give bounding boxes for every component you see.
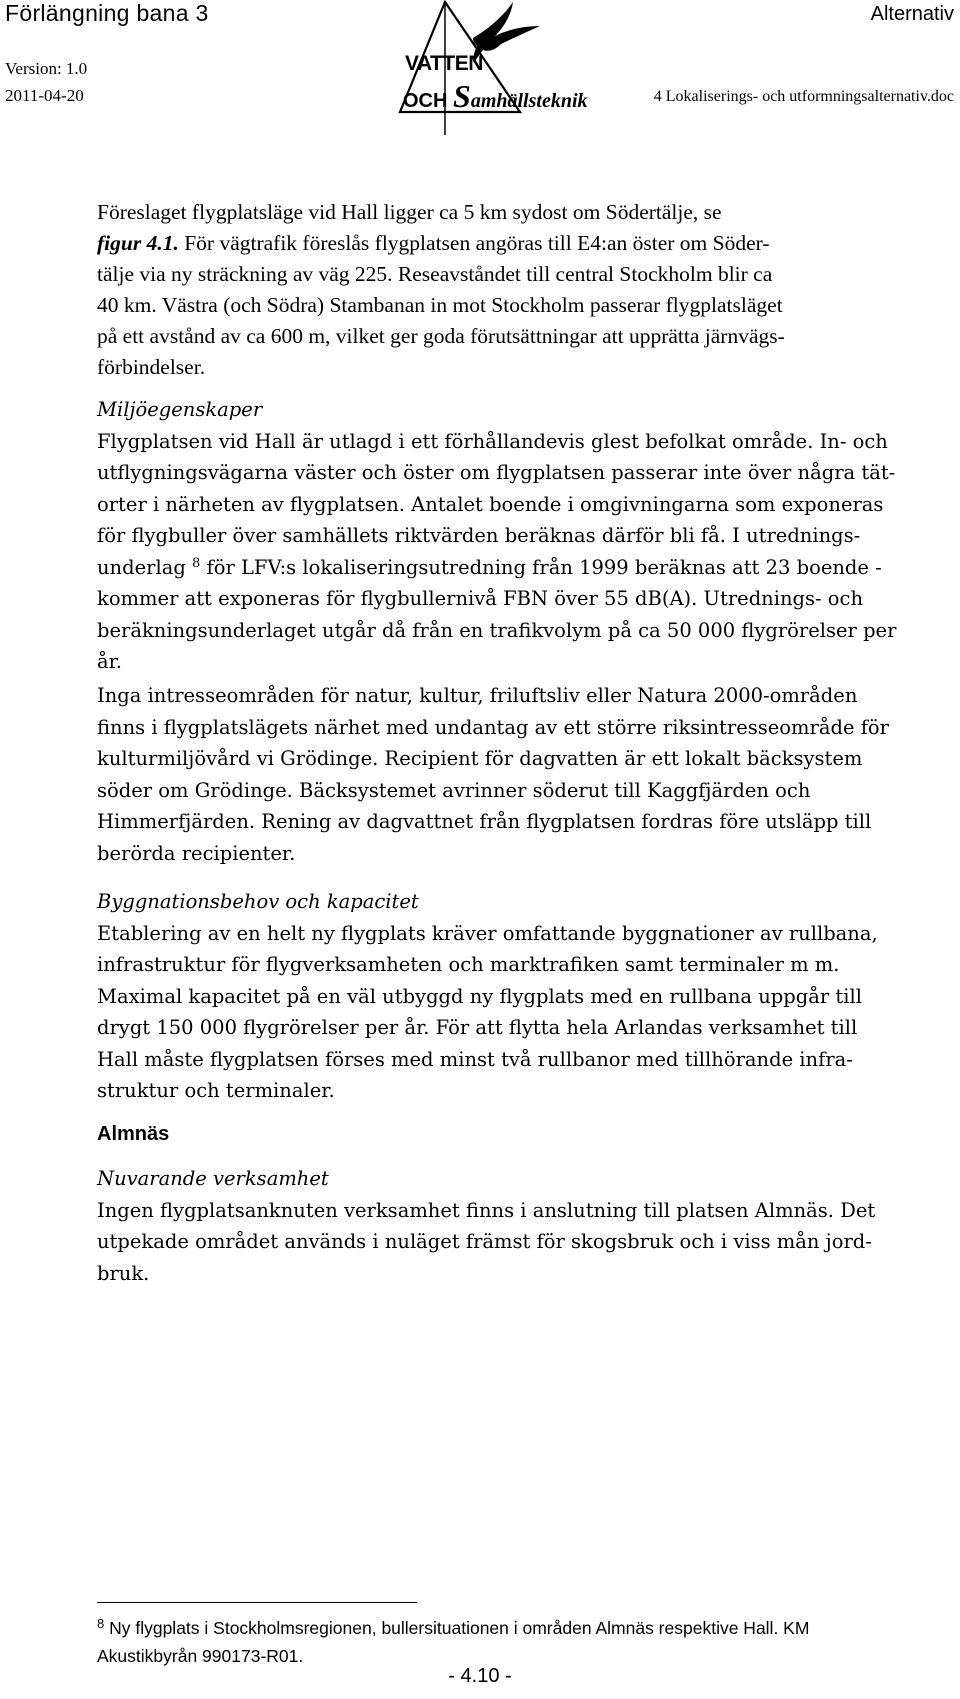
text-line: För vägtrafik föreslås flygplatsen angöras till E4:an öster om Söder- — [178, 231, 770, 255]
text-line: Hall måste flygplatsen förses med minst två rullbanor med tillhörande infra- — [97, 1047, 853, 1071]
filename-label: 4 Lokaliserings- och utformningsalternativ.doc — [653, 88, 954, 105]
text-line: för flygbuller över samhällets riktvärden beräknas därför bli få. I utrednings- — [97, 524, 861, 547]
text-line: Maximal kapacitet på en väl utbyggd ny flygplats med en rullbana uppgår till — [97, 984, 862, 1008]
logo-text-och: OCH — [403, 90, 448, 112]
page-number: - 4.10 - — [448, 1665, 512, 1687]
vatten-samhallsteknik-logo — [395, 0, 660, 140]
text-line: finns i flygplatslägets närhet med undantag av ett större riksintresseområde för — [97, 715, 889, 739]
version-label: Version: 1.0 — [5, 59, 88, 78]
document-title: Förlängning bana 3 — [5, 0, 209, 26]
header-alternative-label: Alternativ — [870, 3, 954, 25]
text-line: underlag — [97, 555, 186, 579]
text-line: bruk. — [97, 1261, 150, 1285]
text-line: Etablering av en helt ny flygplats kräver omfattande byggnationer av rullbana, — [97, 921, 878, 945]
text-line: tälje via ny sträckning av väg 225. Reseavståndet till central Stockholm blir ca — [97, 262, 773, 286]
section-nuvarande-verksamhet — [97, 1163, 937, 1289]
text-line: förbindelser. — [97, 355, 206, 379]
section-heading-miljoegenskaper: Miljöegenskaper — [97, 398, 263, 421]
section-heading-almnas: Almnäs — [97, 1123, 170, 1145]
footnote — [97, 1614, 937, 1670]
footnote-reference: 8 — [192, 555, 201, 571]
text-line: söder om Grödinge. Bäcksystemet avrinner söderut till Kaggfjärden och — [97, 778, 811, 802]
text-line: Ingen flygplatsanknuten verksamhet finns i anslutning till platsen Almnäs. Det — [97, 1198, 876, 1222]
text-line: beräkningsunderlaget utgår då från en trafikvolym på ca 50 000 flygrörelser per — [97, 618, 897, 642]
text-line: Inga intresseområden för natur, kultur, friluftsliv eller Natura 2000-områden — [97, 684, 858, 707]
text-line: på ett avstånd av ca 600 m, vilket ger goda förutsättningar att upprätta järnvägs- — [97, 324, 785, 348]
footnote-divider — [97, 1602, 417, 1603]
text-line: Himmerfjärden. Rening av dagvattnet från flygplatsen fordras före utsläpp till — [97, 810, 872, 833]
text-line: utflygningsvägarna väster och öster om flygplatsen passerar inte över några tät- — [97, 461, 896, 484]
section-almnas — [97, 1119, 937, 1150]
text-line: Föreslaget flygplatsläge vid Hall ligger ca 5 km sydost om Södertälje, se — [97, 200, 722, 224]
logo-text-samhallsteknik — [403, 78, 588, 115]
logo-letter-s: S — [453, 78, 471, 114]
text-line: drygt 150 000 flygrörelser per år. För att flytta hela Arlandas verksamhet till — [97, 1016, 858, 1039]
date-label: 2011-04-20 — [5, 86, 84, 105]
logo-text-amhallsteknik: amhällsteknik — [470, 90, 588, 112]
text-line: kulturmiljövård vi Grödinge. Recipient för dagvatten är ett lokalt bäcksystem — [97, 747, 863, 770]
logo-text-vatten: VATTEN — [405, 52, 483, 75]
paragraph-location — [97, 197, 937, 383]
section-heading-byggnationsbehov: Byggnationsbehov och kapacitet — [97, 890, 419, 913]
text-line: struktur och terminaler. — [97, 1079, 335, 1102]
section-miljoegenskaper — [97, 394, 937, 678]
section-heading-nuvarande-verksamhet: Nuvarande verksamhet — [97, 1167, 329, 1190]
text-line: infrastruktur för flygverksamheten och marktrafiken samt terminaler m m. — [97, 953, 840, 976]
footnote-text: Ny flygplats i Stockholmsregionen, bullersituationen i områden Almnäs respektive Hall. KM — [104, 1618, 810, 1638]
text-line: utpekade området används i nuläget främst för skogsbruk och i viss mån jord- — [97, 1230, 872, 1253]
section-byggnationsbehov — [97, 886, 937, 1107]
figure-reference: figur 4.1. — [97, 231, 179, 255]
text-line: orter i närheten av flygplatsen. Antalet boende i omgivningarna som exponeras — [97, 492, 884, 516]
text-line: berörda recipienter. — [97, 841, 296, 865]
text-line: 40 km. Västra (och Södra) Stambanan in mot Stockholm passerar flygplatsläget — [97, 293, 783, 317]
footnote-text: Akustikbyrån 990173-R01. — [97, 1646, 304, 1666]
text-line: för LFV:s lokaliseringsutredning från 1999 beräknas att 23 boende - — [200, 555, 882, 579]
paragraph-interest-areas — [97, 680, 937, 869]
text-line: år. — [97, 650, 123, 673]
footnote-number: 8 — [97, 1616, 105, 1631]
text-line: kommer att exponeras för flygbullernivå FBN över 55 dB(A). Utrednings- och — [97, 587, 864, 610]
text-line: Flygplatsen vid Hall är utlagd i ett förhållandevis glest befolkat område. In- och — [97, 429, 888, 453]
